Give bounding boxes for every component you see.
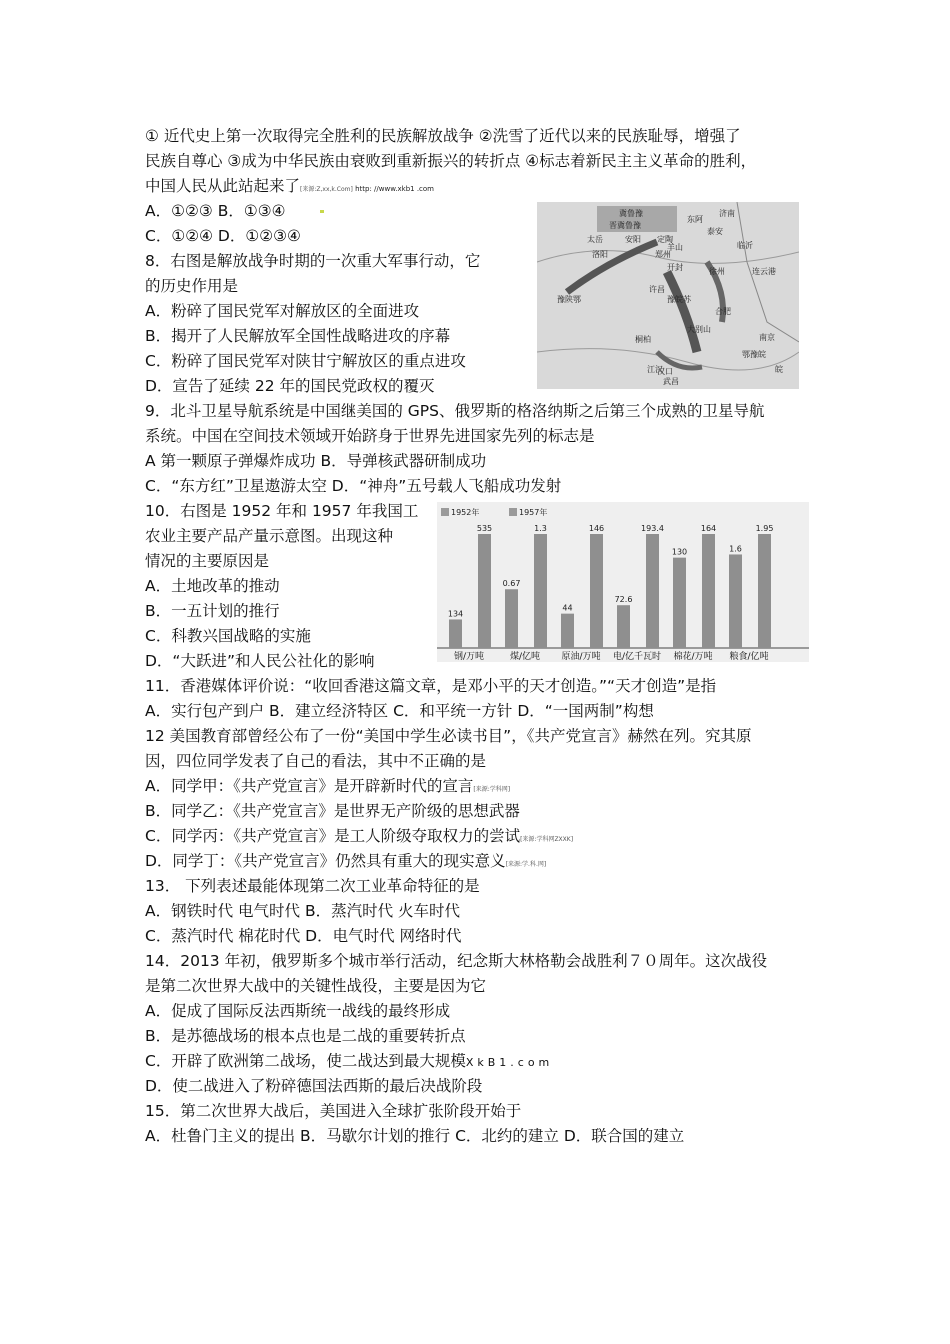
category-tick-label: 粮食/亿吨 (729, 652, 769, 662)
map-label: 太岳 (587, 235, 603, 244)
q13-options-cd: C．蒸汽时代 棉花时代 D．电气时代 网络时代 (145, 927, 462, 945)
legend-label-1952: 1952年 (451, 508, 480, 517)
q7-answers-cd: C．①②④ D．①②③④ (145, 227, 301, 245)
map-label: 豫陕鄂 (557, 295, 581, 304)
map-label: 安阳 (625, 235, 641, 244)
q7-option-line-1: ① 近代史上第一次取得完全胜利的民族解放战争 ②洗雪了近代以来的民族耻辱，增强了 (145, 127, 741, 145)
bar-value-label: 130 (671, 547, 688, 557)
bar-value-label: 1.3 (534, 524, 547, 533)
bar-1957年-粮食/亿吨 (758, 534, 771, 648)
q14-option-c (145, 1049, 553, 1075)
bar-1957年-钢/万吨 (478, 534, 491, 648)
dot-mark (320, 210, 324, 213)
url-watermark: http: //www.xkb1 .com (352, 185, 434, 193)
map-label: 冀鲁豫 (619, 209, 643, 218)
map-label: 许昌 (649, 285, 665, 294)
q9-stem-2: 系统。中国在空间技术领域开始跻身于世界先进国家先列的标志是 (145, 427, 595, 445)
bar-value-label: 535 (476, 524, 493, 533)
bar-value-label: 134 (447, 609, 464, 619)
q15-options: A．杜鲁门主义的提出 B．马歇尔计划的推行 C．北约的建立 D．联合国的建立 (145, 1127, 685, 1145)
bar-1952年-粮食/亿吨 (729, 554, 742, 648)
xkb1-watermark: XkB1.com (465, 1056, 554, 1069)
bar-1952年-棉花/万吨 (673, 558, 686, 648)
map-label: 东阿 (687, 215, 703, 224)
map-label: 郑州 (655, 250, 671, 259)
q11-stem: 11．香港媒体评价说：“收回香港这篇文章，是邓小平的天才创造。”“天才创造”是指 (145, 677, 717, 695)
source-watermark: [来源:学科网ZXXK] (520, 836, 574, 843)
q10-stem: 10．右图是 1952 年和 1957 年我国工 (145, 502, 419, 520)
map-label: 鄂豫皖 (742, 350, 766, 359)
q14-stem: 14．2013 年初，俄罗斯多个城市举行活动，纪念斯大林格勒会战胜利７０周年。这次战役 (145, 952, 768, 970)
q8-stem: 8．右图是解放战争时期的一次重大军事行动，它 (145, 252, 481, 270)
bar-1957年-原油/万吨 (590, 534, 603, 648)
q12-stem-2: 因，四位同学发表了自己的看法，其中不正确的是 (145, 752, 487, 770)
map-label: 豫皖苏 (667, 295, 691, 304)
q7-answers-ab-text: A．①②③ B．①③④ (145, 202, 286, 220)
map-label: 大别山 (687, 325, 711, 334)
q9-stem: 9．北斗卫星导航系统是中国继美国的 GPS、俄罗斯的格洛纳斯之后第三个成熟的卫星导航 (145, 402, 765, 420)
map-label: 汉口 (657, 367, 673, 376)
bar-1952年-电/亿千瓦时 (617, 605, 630, 648)
q7-option-line-3 (145, 174, 434, 202)
bar-value-label: 1.95 (755, 524, 774, 533)
q10-option-b: B．一五计划的推行 (145, 602, 280, 620)
q12-option-a (145, 774, 510, 802)
category-tick-label: 原油/万吨 (561, 652, 601, 662)
q12-option-d-text: D．同学丁：《共产党宣言》仍然具有重大的现实意义 (145, 852, 506, 870)
q9-option-cd: C．“东方红”卫星遨游太空 D．“神舟”五号载人飞船成功发射 (145, 477, 562, 495)
q14-option-c-text: C．开辟了欧洲第二战场，使二战达到最大规模 (145, 1052, 466, 1070)
bar-value-label: 164 (700, 524, 717, 533)
map-label: 桐柏 (635, 335, 651, 344)
map-label: 临沂 (737, 241, 753, 250)
q10-option-d: D．“大跃进”和人民公社化的影响 (145, 652, 375, 670)
map-label: 定陶 (657, 235, 673, 244)
bar-1952年-煤/亿吨 (505, 589, 518, 648)
map-label: 连云港 (752, 267, 776, 276)
source-watermark: [来源:Z,xx,k.Com] (300, 186, 353, 193)
bar-value-label: 0.67 (502, 579, 521, 589)
map-label: 泰安 (707, 227, 723, 236)
map-label: 洛阳 (592, 250, 608, 259)
map-label: 合肥 (715, 307, 731, 316)
q7-option-line-2: 民族自尊心 ③成为中华民族由衰败到重新振兴的转折点 ④标志着新民主主义革命的胜利， (145, 152, 757, 170)
q15-stem: 15．第二次世界大战后，美国进入全球扩张阶段开始于 (145, 1102, 522, 1120)
source-watermark: [来源:学科网] (473, 786, 511, 793)
q14-option-a: A．促成了国际反法西斯统一战线的最终形成 (145, 1002, 451, 1020)
q8-stem-2: 的历史作用是 (145, 277, 239, 295)
category-tick-label: 棉花/万吨 (673, 652, 713, 662)
map-label: 晋冀鲁豫 (609, 221, 641, 230)
bar-value-label: 146 (588, 524, 605, 533)
q7-answers-ab (145, 199, 324, 224)
map-label: 武昌 (663, 377, 679, 386)
bar-value-label: 72.6 (614, 595, 633, 605)
legend-swatch-1952 (441, 508, 449, 516)
category-tick-label: 钢/万吨 (453, 652, 485, 662)
q9-option-ab: A 第一颗原子弹爆炸成功 B．导弹核武器研制成功 (145, 452, 487, 470)
map-label: 开封 (667, 263, 683, 272)
legend-label-1957: 1957年 (519, 508, 548, 517)
q10-option-c: C．科教兴国战略的实施 (145, 627, 311, 645)
q14-option-d: D．使二战进入了粉碎德国法西斯的最后决战阶段 (145, 1077, 483, 1095)
q13-stem: 13． 下列表述最能体现第二次工业革命特征的是 (145, 877, 480, 895)
q10-stem-3: 情况的主要原因是 (145, 552, 270, 570)
q10-stem-2: 农业主要产品产量示意图。出现这种 (145, 527, 394, 545)
q12-option-d (145, 849, 546, 877)
q14-stem-2: 是第二次世界大战中的关键性战役，主要是因为它 (145, 977, 487, 995)
bar-value-label: 193.4 (641, 524, 664, 533)
q13-options-ab: A．钢铁时代 电气时代 B．蒸汽时代 火车时代 (145, 902, 461, 920)
q11-options: A．实行包产到户 B．建立经济特区 C．和平统一方针 D．“一国两制”构想 (145, 702, 654, 720)
q8-option-a: A．粉碎了国民党军对解放区的全面进攻 (145, 302, 420, 320)
map-label: 南京 (759, 333, 775, 342)
map-label: 江汉 (647, 365, 663, 374)
map-label: 徐州 (709, 267, 725, 276)
map-label: 济南 (719, 209, 735, 218)
legend-swatch-1957 (509, 508, 517, 516)
q12-option-c-text: C．同学丙：《共产党宣言》是工人阶级夺取权力的尝试 (145, 827, 521, 845)
bar-1957年-煤/亿吨 (534, 534, 547, 648)
bar-1957年-棉花/万吨 (702, 534, 715, 648)
q8-option-d: D．宣告了延续 22 年的国民党政权的覆灭 (145, 377, 435, 395)
bar-value-label: 44 (562, 603, 573, 613)
category-tick-label: 电/亿千瓦时 (612, 652, 662, 662)
q8-option-b: B．揭开了人民解放军全国性战略进攻的序幕 (145, 327, 451, 345)
bar-1952年-钢/万吨 (449, 619, 462, 648)
bar-1952年-原油/万吨 (561, 614, 574, 648)
map-label: 羊山 (667, 243, 683, 252)
production-bar-chart (437, 502, 809, 662)
map-label: 皖 (775, 365, 783, 374)
source-watermark: [来源:学.科.网] (505, 861, 547, 868)
q12-option-b: B．同学乙：《共产党宣言》是世界无产阶级的思想武器 (145, 802, 520, 820)
category-tick-label: 煤/亿吨 (509, 652, 541, 662)
bar-value-label: 1.6 (729, 544, 742, 554)
q12-option-c (145, 824, 573, 852)
q12-option-a-text: A．同学甲：《共产党宣言》是开辟新时代的宣言 (145, 777, 474, 795)
q12-stem: 12 美国教育部曾经公布了一份“美国中学生必读书目”，《共产党宣言》赫然在列。究其原 (145, 727, 752, 745)
q10-option-a: A．土地改革的推动 (145, 577, 280, 595)
military-map (537, 202, 799, 389)
bar-1957年-电/亿千瓦时 (646, 534, 659, 648)
q7-option-line-3-text: 中国人民从此站起来了 (145, 177, 301, 195)
q14-option-b: B．是苏德战场的根本点也是二战的重要转折点 (145, 1027, 466, 1045)
q8-option-c: C．粉碎了国民党军对陕甘宁解放区的重点进攻 (145, 352, 466, 370)
